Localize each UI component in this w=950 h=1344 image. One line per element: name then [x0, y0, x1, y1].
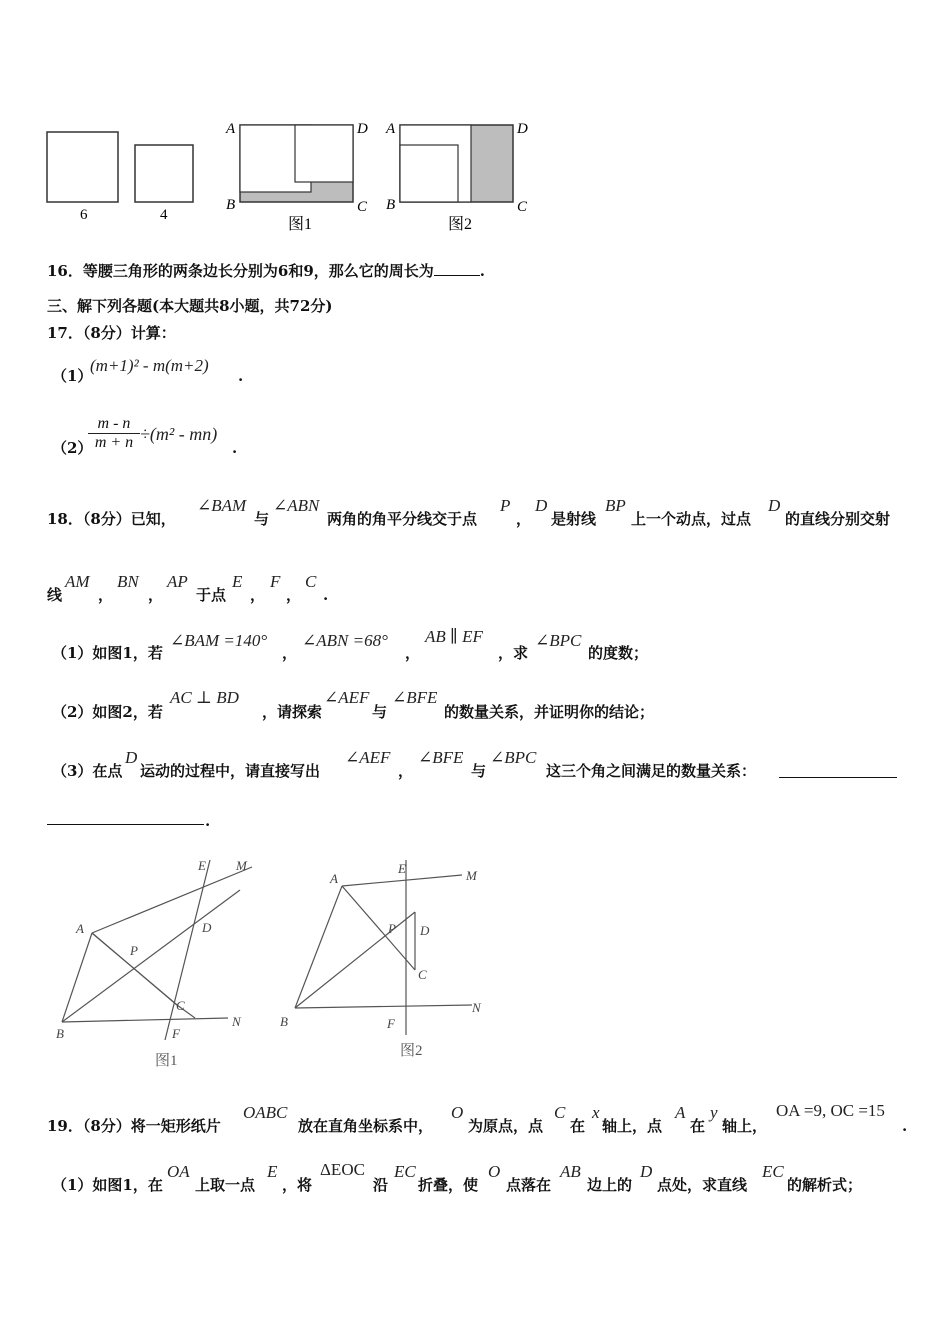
svg-text:D: D	[517, 121, 528, 137]
answer-blank-1	[779, 777, 897, 778]
q18-fig2-caption: 图2	[400, 1043, 423, 1059]
square-4	[135, 145, 193, 202]
svg-text:D: D	[420, 923, 430, 938]
section-title: 三、解下列各题(本大题共8小题，共72分)	[47, 297, 333, 315]
svg-text:C: C	[176, 998, 185, 1013]
svg-text:N: N	[232, 1014, 241, 1029]
square-4-label: 4	[160, 207, 168, 223]
svg-text:E: E	[398, 861, 406, 876]
svg-text:N: N	[472, 1000, 481, 1015]
svg-text:M: M	[236, 858, 247, 873]
q17-part2-rest: ÷(m² - mn)	[140, 424, 218, 444]
fig1-caption: 图1	[288, 216, 313, 233]
svg-text:E: E	[198, 858, 206, 873]
svg-text:D: D	[357, 121, 368, 137]
q17-part1-end: .	[238, 367, 244, 385]
square-6-label: 6	[80, 207, 88, 223]
fig2-caption: 图2	[448, 216, 473, 233]
svg-text:F: F	[387, 1016, 395, 1031]
svg-text:C: C	[418, 967, 427, 982]
q18-figures	[40, 850, 510, 1075]
q18-part3-end: .	[205, 812, 211, 830]
q17-part2-label: （2）	[52, 439, 93, 457]
q18-fig2	[295, 860, 472, 1035]
svg-text:A: A	[386, 121, 396, 137]
rect-fig1	[225, 121, 368, 233]
svg-text:P: P	[388, 921, 396, 936]
answer-blank	[434, 275, 480, 276]
svg-text:B: B	[280, 1014, 288, 1029]
svg-text:M: M	[466, 868, 477, 883]
svg-text:B: B	[56, 1026, 64, 1041]
q17-part2-end: .	[232, 439, 238, 457]
answer-blank-2	[47, 824, 204, 825]
svg-text:B: B	[386, 197, 396, 213]
q17-part2-fraction: $\frac{m - n}{m + n}$	[88, 415, 140, 452]
svg-text:A: A	[226, 121, 236, 137]
svg-text:A: A	[330, 871, 338, 886]
svg-text:P: P	[130, 943, 138, 958]
svg-text:C: C	[517, 199, 528, 215]
square-6	[47, 132, 118, 202]
svg-text:C: C	[357, 199, 368, 215]
q17-part1-expr: (m+1)² - m(m+2)	[90, 356, 209, 375]
svg-text:A: A	[76, 921, 84, 936]
q18-fig1-labels	[56, 858, 248, 1041]
question-16: 16．等腰三角形的两条边长分别为6和9，那么它的周长为 .	[47, 262, 485, 280]
q17-part1-label: （1）	[52, 367, 93, 385]
svg-text:F: F	[172, 1026, 180, 1041]
q18-fig1	[62, 860, 252, 1040]
question-17: 17．（8分）计算：	[47, 324, 176, 342]
rect-fig2	[385, 121, 528, 233]
q18-fig1-caption: 图1	[155, 1053, 178, 1069]
svg-text:B: B	[226, 197, 236, 213]
squares-figure	[40, 115, 540, 240]
svg-text:D: D	[202, 920, 212, 935]
